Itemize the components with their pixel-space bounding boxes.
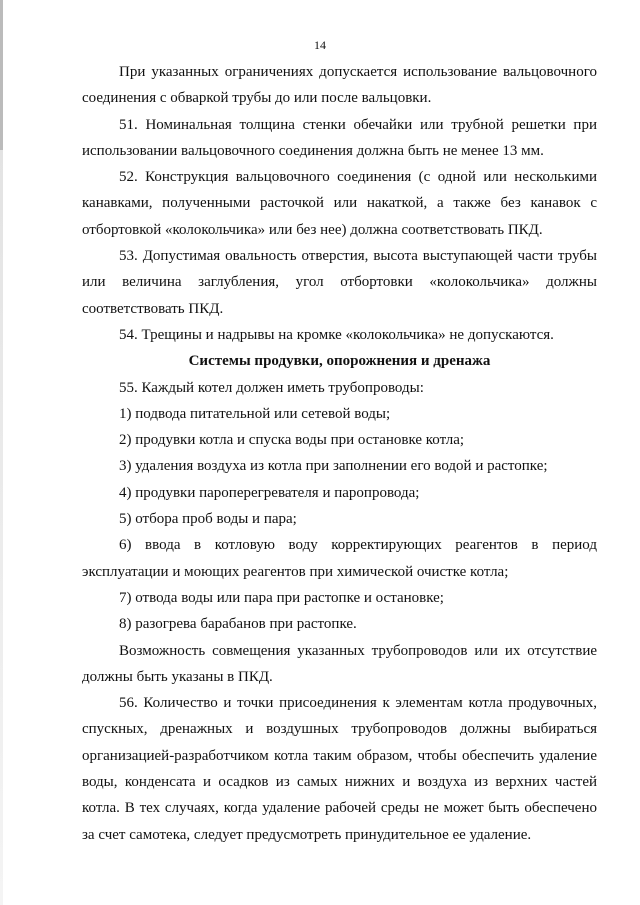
list-item-8: 8) разогрева барабанов при растопке.: [119, 616, 357, 633]
paragraph-53: 53. Допустимая овальность отверстия, высота выступающей части трубы или величина заглубления, угол отбортовки «колокольчика» должны соответствовать ПКД.: [82, 248, 597, 317]
section-heading: Системы продувки, опорожнения и дренажа: [188, 353, 491, 370]
list-item-7: 7) отвода воды или пара при растопке и остановке;: [119, 589, 444, 606]
paragraph-51: 51. Номинальная толщина стенки обечайки или трубной решетки при использовании вальцовочного соединения должна быть не менее 13 мм.: [82, 116, 597, 159]
scan-edge: [0, 0, 3, 905]
paragraph-combination: Возможность совмещения указанных трубопроводов или их отсутствие должны быть указаны в ПКД.: [82, 642, 597, 685]
paragraph-55: 55. Каждый котел должен иметь трубопроводы:: [119, 379, 424, 396]
list-item-6: 6) ввода в котловую воду корректирующих реагентов в период эксплуатации и моющих реагентов при химической очистке котла;: [82, 537, 597, 580]
paragraph-52: 52. Конструкция вальцовочного соединения (с одной или несколькими канавками, полученными расточкой или накаткой, а также без канавок с отбортовкой «колокольчика» или без нее) должна соответствовать ПКД.: [82, 169, 597, 238]
page-number: 14: [314, 38, 326, 52]
paragraph-restrictions: При указанных ограничениях допускается использование вальцовочного соединения с обваркой трубы до или после вальцовки.: [82, 64, 597, 107]
list-item-1: 1) подвода питательной или сетевой воды;: [119, 405, 391, 422]
list-item-5: 5) отбора проб воды и пара;: [119, 511, 297, 528]
list-item-4: 4) продувки пароперегревателя и паропровода;: [119, 484, 420, 501]
paragraph-56: 56. Количество и точки присоединения к элементам котла продувочных, спускных, дренажных и воздушных трубопроводов должны выбираться организацией-разработчиком котла таким образом, чтобы обеспечить удаление воды, конденсата и осадков из самых нижних и воздуха из верхних частей котла. В тех случаях, когда удаление рабочей среды не может быть обеспечено за счет самотека, следует предусмотреть принудительное ее удаление.: [82, 695, 597, 843]
list-item-3: 3) удаления воздуха из котла при заполнении его водой и растопке;: [119, 458, 548, 475]
document-body: [82, 59, 597, 848]
paragraph-54: 54. Трещины и надрывы на кромке «колокольчика» не допускаются.: [119, 326, 554, 343]
list-item-2: 2) продувки котла и спуска воды при остановке котла;: [119, 432, 465, 449]
